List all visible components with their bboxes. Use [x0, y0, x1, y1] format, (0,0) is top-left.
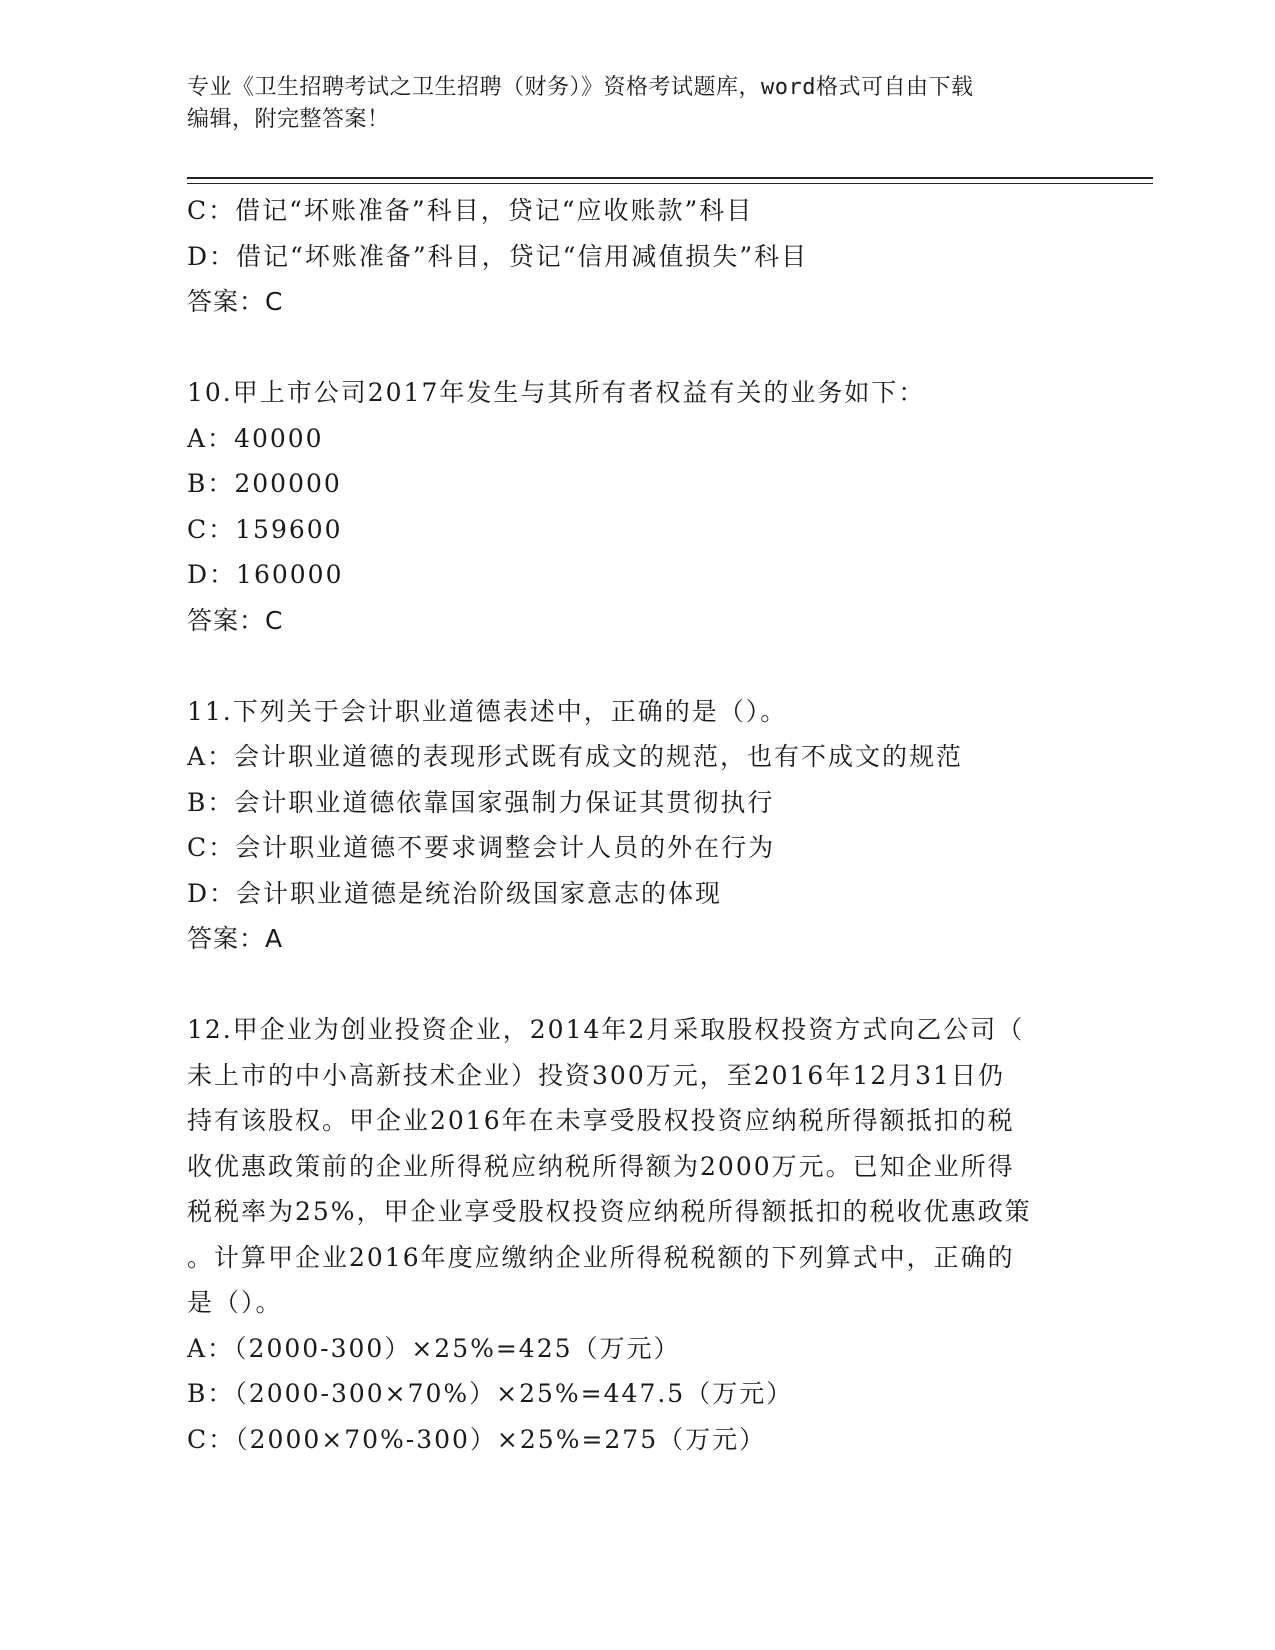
option-c: C：借记“坏账准备”科目，贷记“应收账款”科目	[187, 196, 754, 225]
question-stem-line: 收优惠政策前的企业所得税应纳税所得额为2000万元。已知企业所得	[187, 1151, 1015, 1181]
answer: 答案：C	[187, 605, 284, 635]
header-title-line-2: 编辑，附完整答案！	[187, 107, 390, 132]
header-divider-thin	[187, 183, 1153, 184]
answer: 答案：C	[187, 287, 284, 316]
question-stem-line: 12.甲企业为创业投资企业，2014年2月采取股权投资方式向乙公司（	[187, 1015, 1025, 1044]
question-stem-line: 持有该股权。甲企业2016年在未享受股权投资应纳税所得额抵扣的税	[187, 1106, 1015, 1135]
question-11	[187, 689, 1087, 962]
option-c: C：会计职业道德不要求调整会计人员的外在行为	[187, 833, 776, 862]
answer: 答案：A	[187, 924, 284, 953]
question-list	[187, 188, 1087, 1462]
option-b: B：会计职业道德依靠国家强制力保证其贯彻执行	[187, 787, 775, 817]
question-9-continued	[187, 188, 1087, 325]
option-b: B：（2000-300×70%）×25%=447.5（万元）	[187, 1379, 794, 1408]
question-stem-line: 未上市的中小高新技术企业）投资300万元，至2016年12月31日仍	[187, 1060, 1005, 1090]
option-b: B：200000	[187, 469, 342, 498]
question-stem-line: 。计算甲企业2016年度应缴纳企业所得税税额的下列算式中，正确的	[187, 1242, 1015, 1272]
spacer	[187, 325, 1087, 371]
page-header	[187, 72, 1087, 136]
question-stem: 10.甲上市公司2017年发生与其所有者权益有关的业务如下：	[187, 378, 926, 407]
spacer	[187, 643, 1087, 689]
option-c: C：159600	[187, 514, 343, 544]
question-stem: 11.下列关于会计职业道德表述中，正确的是（）。	[187, 696, 788, 726]
header-title-line-1: 专业《卫生招聘考试之卫生招聘（财务）》资格考试题库，word格式可自由下载	[187, 75, 974, 100]
option-d: D：160000	[187, 560, 344, 589]
question-12	[187, 1007, 1087, 1462]
question-10	[187, 370, 1087, 643]
header-divider-thick	[187, 177, 1153, 179]
option-d: D：会计职业道德是统治阶级国家意志的体现	[187, 878, 723, 908]
option-a: A：会计职业道德的表现形式既有成文的规范，也有不成文的规范	[187, 742, 964, 771]
option-d: D：借记“坏账准备”科目，贷记“信用减值损失”科目	[187, 241, 809, 271]
option-c: C：（2000×70%-300）×25%=275（万元）	[187, 1424, 767, 1454]
question-stem-line: 税税率为25%，甲企业享受股权投资应纳税所得额抵扣的税收优惠政策	[187, 1197, 1032, 1226]
question-stem-line: 是（）。	[187, 1288, 283, 1317]
option-a: A：（2000-300）×25%=425（万元）	[187, 1333, 681, 1363]
spacer	[187, 962, 1087, 1008]
option-a: A：40000	[187, 423, 324, 453]
